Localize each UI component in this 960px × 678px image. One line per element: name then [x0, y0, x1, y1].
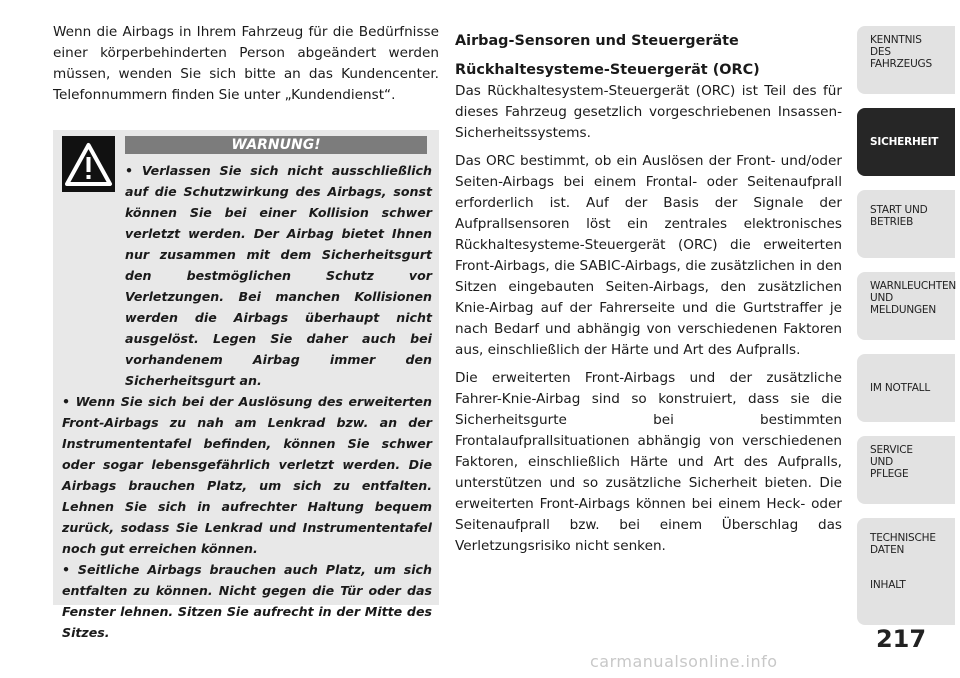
warning-bullet-3: • Seitliche Airbags brauchen auch Platz, um sich entfalten zu können. Nicht gegen die Tür oder das Fenster lehnen. Sitzen Sie aufrecht in der Mitte des Sitzes.	[62, 562, 432, 640]
intro-text: Wenn die Airbags in Ihrem Fahrzeug für die Bedürfnisse einer körperbehinderten Person abgeändert werden müssen, wenden Sie sich bitte an das Kundencenter. Telefonnummern finden Sie unter „Kundendienst“.	[53, 24, 439, 103]
chapter-tabs	[857, 26, 955, 636]
warning-bullet-1: • Verlassen Sie sich nicht ausschließlich auf die Schutzwirkung des Airbags, sonst können Sie bei einer Kollision schwer verletzt werden. Der Airbag bietet Ihnen nur zusammen mit dem Sicherheitsgurt den bestmöglichen Schutz vor Verletzungen. Bei manchen Kollisionen werden die Airbags überhaupt nicht ausgelöst. Legen Sie daher auch bei vorhandenem Airbag immer den Sicherheitsgurt an.	[125, 163, 432, 388]
warning-box	[53, 130, 439, 640]
tab-inhalt[interactable]: INHALT	[857, 557, 955, 625]
paragraph-1: Das Rückhaltesystem-Steuergerät (ORC) ist Teil des für dieses Fahrzeug gesetzlich vorgeschriebenen Insassen-Sicherheitssystems.	[455, 83, 842, 141]
tab-im-notfall[interactable]: IM NOTFALL	[857, 354, 955, 422]
warning-text	[62, 160, 432, 643]
section-heading: Airbag-Sensoren und Steuergeräte	[455, 33, 739, 49]
subsection-heading: Rückhaltesysteme-Steuergerät (ORC)	[455, 62, 760, 78]
tab-start-und-betrieb[interactable]: START UND BETRIEB	[857, 190, 955, 258]
tab-technische-daten[interactable]: TECHNISCHE DATEN	[857, 518, 955, 586]
warning-header: WARNUNG!	[125, 136, 427, 154]
watermark: carmanualsonline.info	[590, 652, 778, 671]
tab-kenntnis-des-fahrzeugs[interactable]: KENNTNIS DES FAHRZEUGS	[857, 26, 955, 94]
tab-service-und-pflege[interactable]: SERVICE UND PFLEGE	[857, 436, 955, 504]
page-number: 217	[875, 625, 927, 653]
paragraph-3: Die erweiterten Front-Airbags und der zusätzliche Fahrer-Knie-Airbag sind so konstruiert, dass sie die Sicherheitsgurte bei bestimmten Frontalaufprallsituationen abhängig von verschiedenen Faktoren, einschließlich Härte und Art des Aufpralls, unterstützen und so zusätzliche Sicherheit bieten. Die erweiterten Front-Airbags können bei einem Heck- oder Seitenaufprall bzw. bei einem Überschlag das Verletzungsrisiko nicht senken.	[455, 370, 842, 554]
tab-sicherheit[interactable]: SICHERHEIT	[857, 108, 955, 176]
warning-bullet-2: • Wenn Sie sich bei der Auslösung des erweiterten Front-Airbags zu nah am Lenkrad bzw. an der Instrumententafel befinden, können Sie schwer oder sogar lebensgefährlich verletzt werden. Die Airbags brauchen Platz, um sich zu entfalten. Lehnen Sie sich in aufrechter Haltung bequem zurück, sodass Sie Lenkrad und Instrumententafel noch gut erreichen können.	[62, 394, 432, 556]
tab-warnleuchten-und-meldungen[interactable]: WARNLEUCHTEN UND MELDUNGEN	[857, 272, 955, 340]
intro-paragraph	[53, 22, 439, 106]
right-column	[455, 31, 842, 564]
paragraph-2: Das ORC bestimmt, ob ein Auslösen der Front- und/oder Seiten-Airbags bei einem Frontal- oder Seitenaufprall erforderlich ist. Auf der Basis der Signale der Aufprallsensoren löst ein zentrales elektronisches Rückhaltesysteme-Steuergerät (ORC) die erweiterten Front-Airbags, die SABIC-Airbags, die zusätzlichen in den Sitzen eingebauten Seiten-Airbags, den zusätzlichen Knie-Airbag auf der Fahrerseite und die Gurtstraffer je nach Bedarf und abhängig von verschiedenen Faktoren aus, einschließlich der Härte und Art des Aufpralls.	[455, 153, 842, 358]
